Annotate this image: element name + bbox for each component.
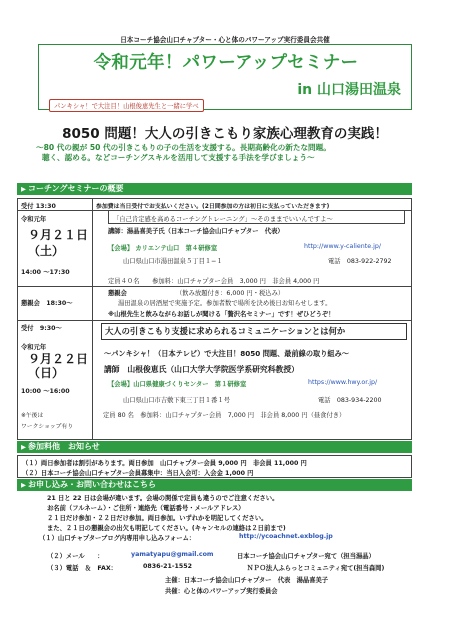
contact-form-link[interactable]: http://ycoachnet.exblog.jp xyxy=(239,533,333,540)
party-fee: （飲み放題付き：6,000 円・税込み） xyxy=(176,290,285,297)
day2-lecturer: 講師 山根俊恵氏（山口大学大学院医学系研究科教授） xyxy=(104,365,299,374)
section-label: 参加料他 お知らせ xyxy=(28,442,100,451)
day2-subtitle: 〜パンキシャ！（日本テレビ）で大注目！8050 問題、最前線の取り組み〜 xyxy=(104,349,349,358)
day1-address: 山口県山口市湯田温泉５丁目１−１ xyxy=(123,258,223,265)
day2-tel: 電話 083-934-2200 xyxy=(318,397,382,404)
tel-note: ＮＰＯ法人ふらっとコミュニティ宛て(担当森岡) xyxy=(247,565,385,572)
workshop-note: ※午後は xyxy=(21,413,44,419)
callout-badge: パンキシャ！で大注目！山根俊恵先生と一緒に学べ xyxy=(49,99,204,112)
tel-label: （３）電話 ＆ FAX： xyxy=(47,565,117,572)
lead-line: 聴く、認める。などコーチングスキルを活用して支援する手法を学びましょう〜 xyxy=(42,153,315,163)
lead-text xyxy=(36,143,331,164)
section-label: コーチングセミナーの概要 xyxy=(28,184,124,193)
day2-venue: 【会場】山口県健康づくりセンター 第１研修室 xyxy=(108,381,247,388)
payment-note: 参加費は当日受付でお支払いください。(2日間参加の方は初日に支払っていただきます) xyxy=(96,204,330,210)
party-note: ※山根先生と飲みながらお話しが聞ける「贅沢名セミナー」です！ぜひどうぞ！ xyxy=(108,311,335,318)
reception-time-day2: 受付 9:30〜 xyxy=(21,325,62,332)
section-header-overview xyxy=(17,183,412,195)
section-label: お申し込み・お問い合わせはこちら xyxy=(28,480,156,489)
seminar-title: 令和元年！パワーアップセミナー xyxy=(93,53,359,73)
day1-date: ９月２１日 xyxy=(28,228,89,242)
triangle-icon: ▶ xyxy=(21,481,26,489)
day2-time: 10:00 〜16:00 xyxy=(21,388,70,395)
day2-weekday: （日） xyxy=(28,366,65,380)
contact-section xyxy=(17,493,412,623)
triangle-icon: ▶ xyxy=(21,443,26,451)
day1-weekday: （土） xyxy=(28,244,65,258)
contact-line: ２１日だけ参加・２２日だけ参加。両日参加。いずれかを明記してください。 xyxy=(47,515,268,522)
party-title: 懇親会 xyxy=(108,290,127,297)
party-label: 懇親会 18:30〜 xyxy=(21,300,73,307)
table-divider xyxy=(18,286,411,287)
day2-era: 令和元年 xyxy=(21,344,47,351)
day1-tel: 電話 083-922-2792 xyxy=(328,258,392,265)
table-divider xyxy=(18,320,411,321)
lead-line: 〜80 代の親が 50 代の引きこもりの子の生活を支援する。長期高齢化の新たな問題。 xyxy=(36,143,331,152)
section-header-fees xyxy=(17,441,412,453)
day1-capacity: 定員４０名 参加料：山口チャプター会員 3,000 円 非会員 4,000 円 xyxy=(108,278,320,285)
contact-form-label: （１）山口チャプターブログ内専用申し込みフォーム： xyxy=(39,535,196,542)
organizer-line: 日本コーチ協会山口チャプター・心と体のパワーアップ実行委員会共催 xyxy=(120,36,330,44)
day1-time: 14:00 〜17:30 xyxy=(21,269,70,276)
title-box xyxy=(38,44,412,110)
day2-title-box xyxy=(101,323,407,340)
day1-program-box xyxy=(108,210,405,224)
contact-line: お名前（フルネーム）・ご住所・連絡先（電話番号・メールアドレス） xyxy=(47,505,245,512)
day2-date: ９月２２日 xyxy=(28,352,89,366)
day2-venue-link[interactable]: https://www.hwy.or.jp/ xyxy=(308,379,378,386)
seminar-info-table xyxy=(17,198,412,440)
fees-box xyxy=(17,455,412,478)
party-description: 湯田温泉の居酒屋で実施予定。参加者数で場所を決め後日お知らせします。 xyxy=(118,300,332,307)
table-divider xyxy=(92,199,93,440)
day1-venue-link[interactable]: http://www.y-caliente.jp/ xyxy=(304,243,381,250)
email-link[interactable]: yamatyapu@gmail.com xyxy=(131,551,214,558)
headline: 8050 問題！大人の引きこもり家族心理教育の実践！ xyxy=(62,126,388,142)
cosponsor-line: 共催：心と体のパワーアップ実行委員会 xyxy=(165,588,278,595)
contact-line: 21 日と 22 日は会場が違います。会場の関係で定員も違うのでご注意ください。 xyxy=(47,495,279,502)
day1-lecturer: 講師：湯晶喜美子氏（日本コーチ協会山口チャプター 代表） xyxy=(108,228,284,235)
sponsor-line: 主催：日本コーチ協会山口チャプター 代表 湯晶喜美子 xyxy=(165,577,329,584)
fee-item: （１）両日参加者は割引があります。両日参加 山口チャプター会員 9,000 円 非会員 11,000 円 xyxy=(22,460,307,467)
day2-capacity: 定員 80 名 参加料：山口チャプター会員 7,000 円 非会員 8,000 円（昼食付き） xyxy=(103,412,346,419)
day1-venue: 【会場】 カリエンテ山口 第４研修室 xyxy=(108,245,218,252)
day1-program: 「自己肯定感を高めるコーチングトレーニング」〜そのままでいいんですよ〜 xyxy=(113,216,333,223)
seminar-location: in 山口湯田温泉 xyxy=(297,82,401,98)
day2-address: 山口県山口市吉敷下東三丁目１番１号 xyxy=(123,397,231,404)
email-note: 日本コーチ協会山口チャプター宛て（担当湯晶） xyxy=(237,553,375,560)
tel-number: 0836-21-1552 xyxy=(143,563,193,570)
day1-era: 令和元年 xyxy=(21,216,47,223)
triangle-icon: ▶ xyxy=(21,185,26,193)
section-header-contact xyxy=(17,479,412,491)
fee-item: （２）日本コーチ協会山口チャプター会員募集中：当日入会可：入会金 1,000 円 xyxy=(22,470,254,477)
day2-title: 大人の引きこもり支援に求められるコミュニケーションとは何か xyxy=(105,326,346,336)
workshop-label: ワークショップ有り xyxy=(21,424,74,430)
contact-line: また、２１日の懇親会の出欠も明記してください。(キャンセルの連絡は２日前まで) xyxy=(47,525,286,532)
reception-time-day1: 受付 13:30 xyxy=(21,203,56,210)
email-label: （２）メール ： xyxy=(47,553,104,560)
